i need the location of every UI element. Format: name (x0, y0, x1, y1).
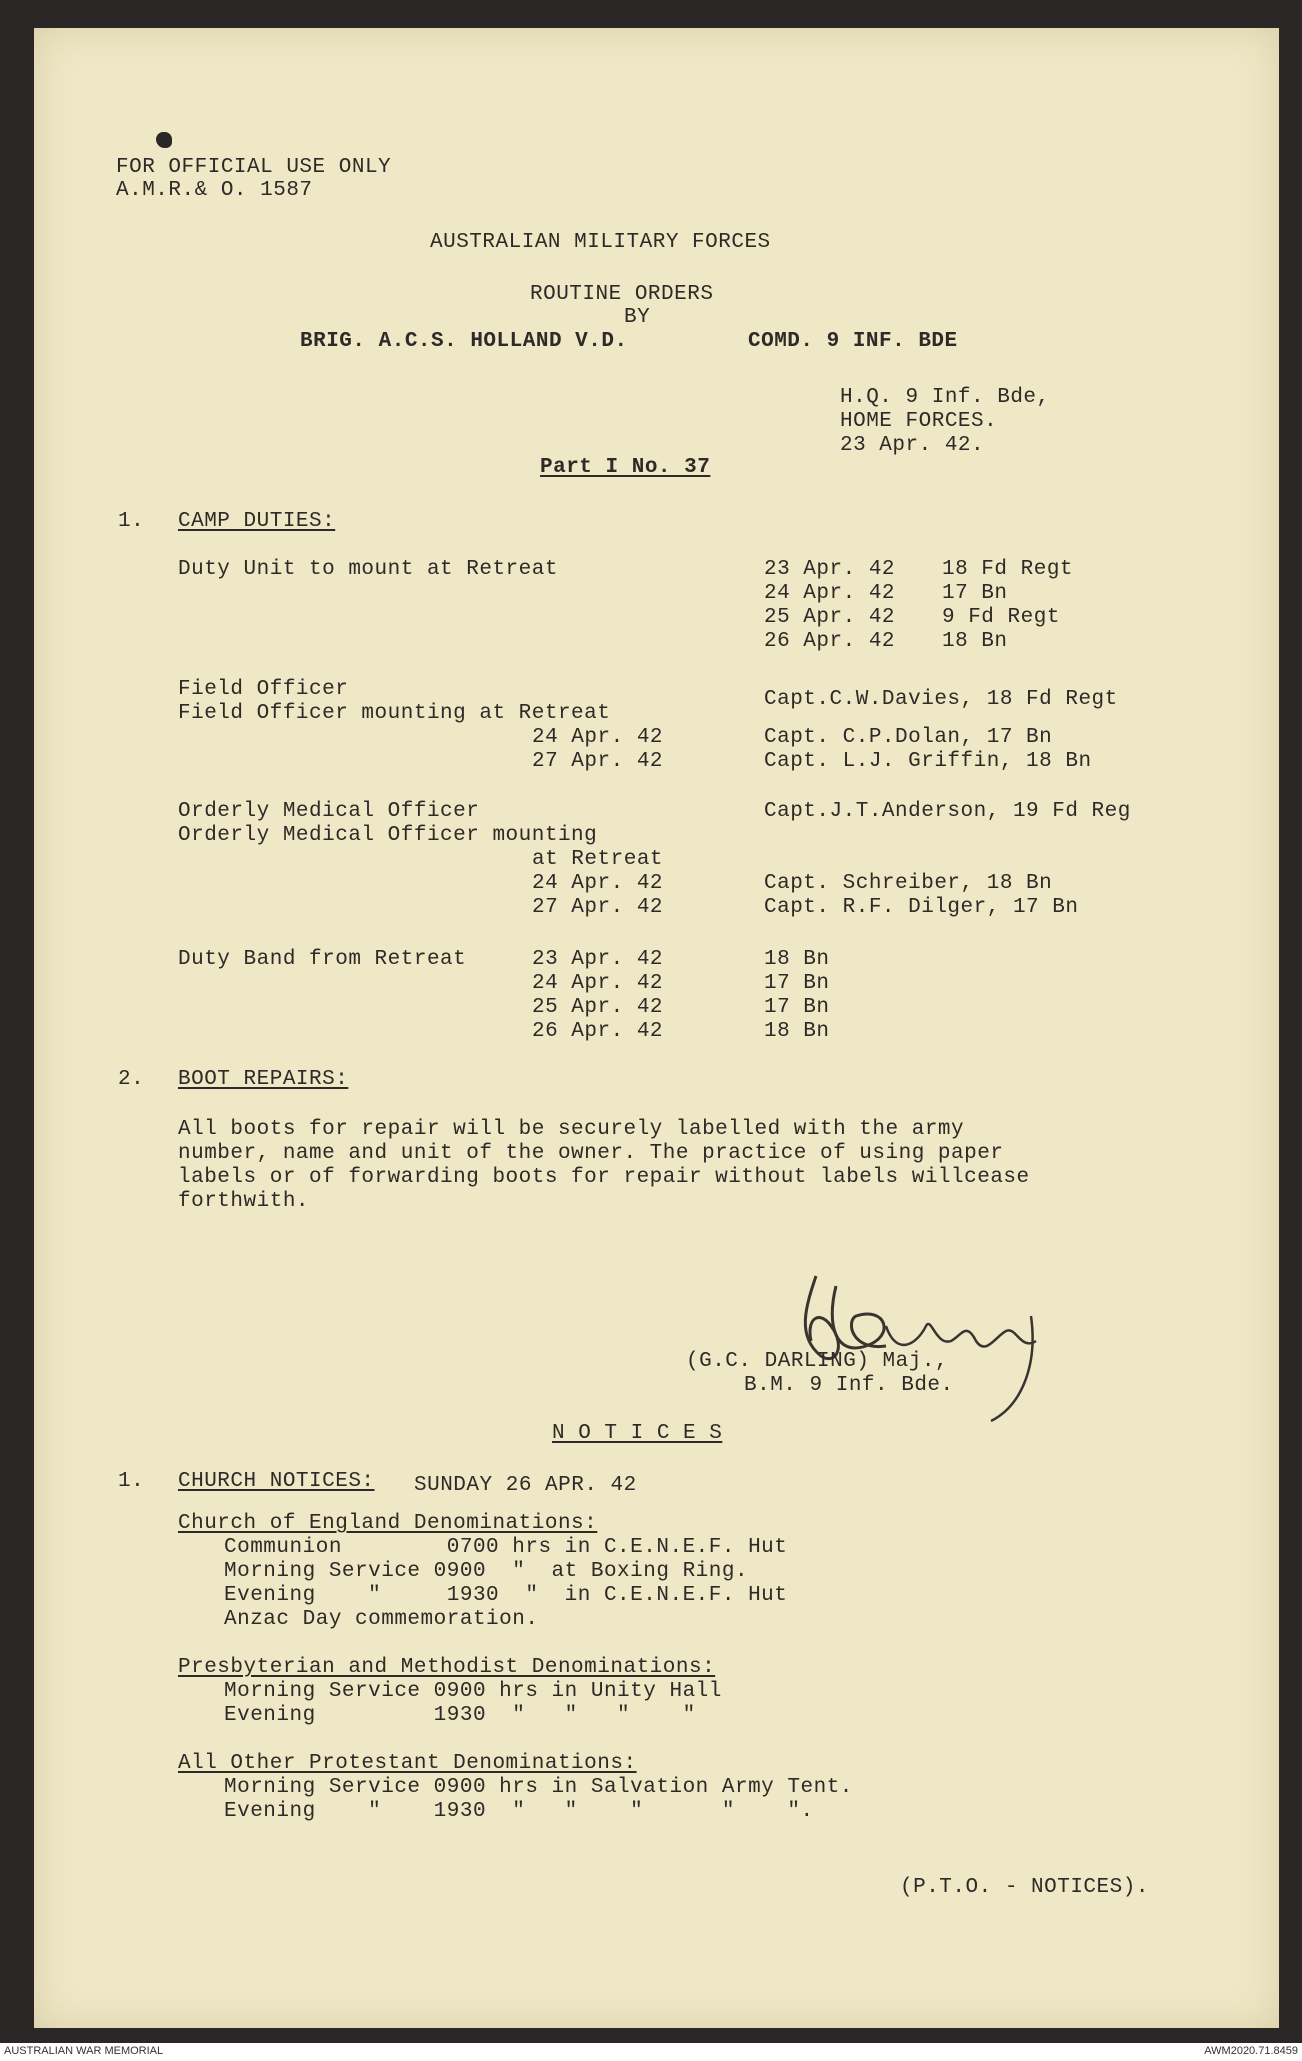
notices-heading: N O T I C E S (552, 1422, 723, 1445)
organisation: AUSTRALIAN MILITARY FORCES (430, 231, 771, 254)
signatory-name: (G.C. DARLING) Maj., (686, 1350, 949, 1373)
boot-repairs-line: labels or of forwarding boots for repair without labels willcease (178, 1166, 1030, 1189)
by-line: BY (624, 306, 651, 329)
section-1-number: 1. (118, 510, 145, 533)
boot-repairs-line: All boots for repair will be securely labelled with the army (178, 1118, 965, 1141)
reference-number: A.M.R.& O. 1587 (116, 179, 313, 202)
omo-mounting-officer: Capt. R.F. Dilger, 17 Bn (764, 896, 1079, 919)
boot-repairs-line: forthwith. (178, 1190, 310, 1213)
presbyterian-line: Evening 1930 " " " " (224, 1704, 696, 1727)
presbyterian-heading: Presbyterian and Methodist Denominations: (178, 1656, 716, 1679)
handwritten-signature (776, 1246, 1076, 1436)
other-protestant-line: Evening " 1930 " " " " ". (224, 1800, 814, 1823)
duty-unit-date: 24 Apr. 42 (764, 582, 896, 605)
coe-line: Anzac Day commemoration. (224, 1608, 539, 1631)
band-date: 23 Apr. 42 (532, 948, 664, 971)
section-2-number: 2. (118, 1068, 145, 1091)
boot-repairs-heading: BOOT REPAIRS: (178, 1068, 349, 1091)
band-unit: 17 Bn (764, 996, 830, 1019)
fo-mounting-date: 27 Apr. 42 (532, 750, 664, 773)
band-unit: 17 Bn (764, 972, 830, 995)
duty-band-label: Duty Band from Retreat (178, 948, 467, 971)
presbyterian-line: Morning Service 0900 hrs in Unity Hall (224, 1680, 722, 1703)
fo-mounting-officer: Capt. L.J. Griffin, 18 Bn (764, 750, 1092, 773)
archive-footer (0, 2043, 1302, 2061)
classification: FOR OFFICIAL USE ONLY (116, 156, 392, 179)
duty-unit-date: 23 Apr. 42 (764, 558, 896, 581)
omo-mounting-label: Orderly Medical Officer mounting (178, 824, 598, 847)
omo-mounting-officer: Capt. Schreiber, 18 Bn (764, 872, 1053, 895)
order-date: 23 Apr. 42. (840, 434, 985, 457)
coe-line: Morning Service 0900 " at Boxing Ring. (224, 1560, 749, 1583)
hq-line-2: HOME FORCES. (840, 410, 998, 433)
band-date: 26 Apr. 42 (532, 1020, 664, 1043)
duty-unit-label: Duty Unit to mount at Retreat (178, 558, 558, 581)
document-title: ROUTINE ORDERS (530, 283, 714, 306)
fo-mounting-label: Field Officer mounting at Retreat (178, 702, 611, 725)
coe-line: Evening " 1930 " in C.E.N.E.F. Hut (224, 1584, 788, 1607)
omo-mounting-label-2: at Retreat (532, 848, 664, 871)
church-date: SUNDAY 26 APR. 42 (414, 1474, 637, 1497)
field-officer: Capt.C.W.Davies, 18 Fd Regt (764, 688, 1118, 711)
omo-label: Orderly Medical Officer (178, 800, 480, 823)
duty-unit-date: 26 Apr. 42 (764, 630, 896, 653)
pto-note: (P.T.O. - NOTICES). (900, 1876, 1149, 1899)
command: COMD. 9 INF. BDE (748, 330, 958, 353)
duty-unit: 17 Bn (942, 582, 1008, 605)
boot-repairs-line: number, name and unit of the owner. The practice of using paper (178, 1142, 1004, 1165)
band-unit: 18 Bn (764, 948, 830, 971)
archive-id: AWM2020.71.8459 (1204, 2045, 1298, 2057)
omo-officer: Capt.J.T.Anderson, 19 Fd Reg (764, 800, 1131, 823)
duty-unit-date: 25 Apr. 42 (764, 606, 896, 629)
duty-unit: 18 Bn (942, 630, 1008, 653)
fo-mounting-date: 24 Apr. 42 (532, 726, 664, 749)
hq-line-1: H.Q. 9 Inf. Bde, (840, 386, 1050, 409)
punch-hole (156, 132, 172, 148)
band-date: 24 Apr. 42 (532, 972, 664, 995)
coe-heading: Church of England Denominations: (178, 1512, 598, 1535)
field-officer-label: Field Officer (178, 678, 349, 701)
document-page (34, 28, 1279, 2028)
omo-mounting-date: 27 Apr. 42 (532, 896, 664, 919)
part-number: Part I No. 37 (540, 456, 711, 479)
band-unit: 18 Bn (764, 1020, 830, 1043)
band-date: 25 Apr. 42 (532, 996, 664, 1019)
archive-name: AUSTRALIAN WAR MEMORIAL (4, 2045, 164, 2057)
commander: BRIG. A.C.S. HOLLAND V.D. (300, 330, 628, 353)
other-protestant-heading: All Other Protestant Denominations: (178, 1752, 637, 1775)
signatory-role: B.M. 9 Inf. Bde. (744, 1374, 954, 1397)
camp-duties-heading: CAMP DUTIES: (178, 510, 336, 533)
duty-unit: 9 Fd Regt (942, 606, 1060, 629)
notices-number: 1. (118, 1470, 145, 1493)
omo-mounting-date: 24 Apr. 42 (532, 872, 664, 895)
coe-line: Communion 0700 hrs in C.E.N.E.F. Hut (224, 1536, 788, 1559)
other-protestant-line: Morning Service 0900 hrs in Salvation Army Tent. (224, 1776, 853, 1799)
church-notices-heading: CHURCH NOTICES: (178, 1470, 375, 1493)
fo-mounting-officer: Capt. C.P.Dolan, 17 Bn (764, 726, 1053, 749)
duty-unit: 18 Fd Regt (942, 558, 1074, 581)
